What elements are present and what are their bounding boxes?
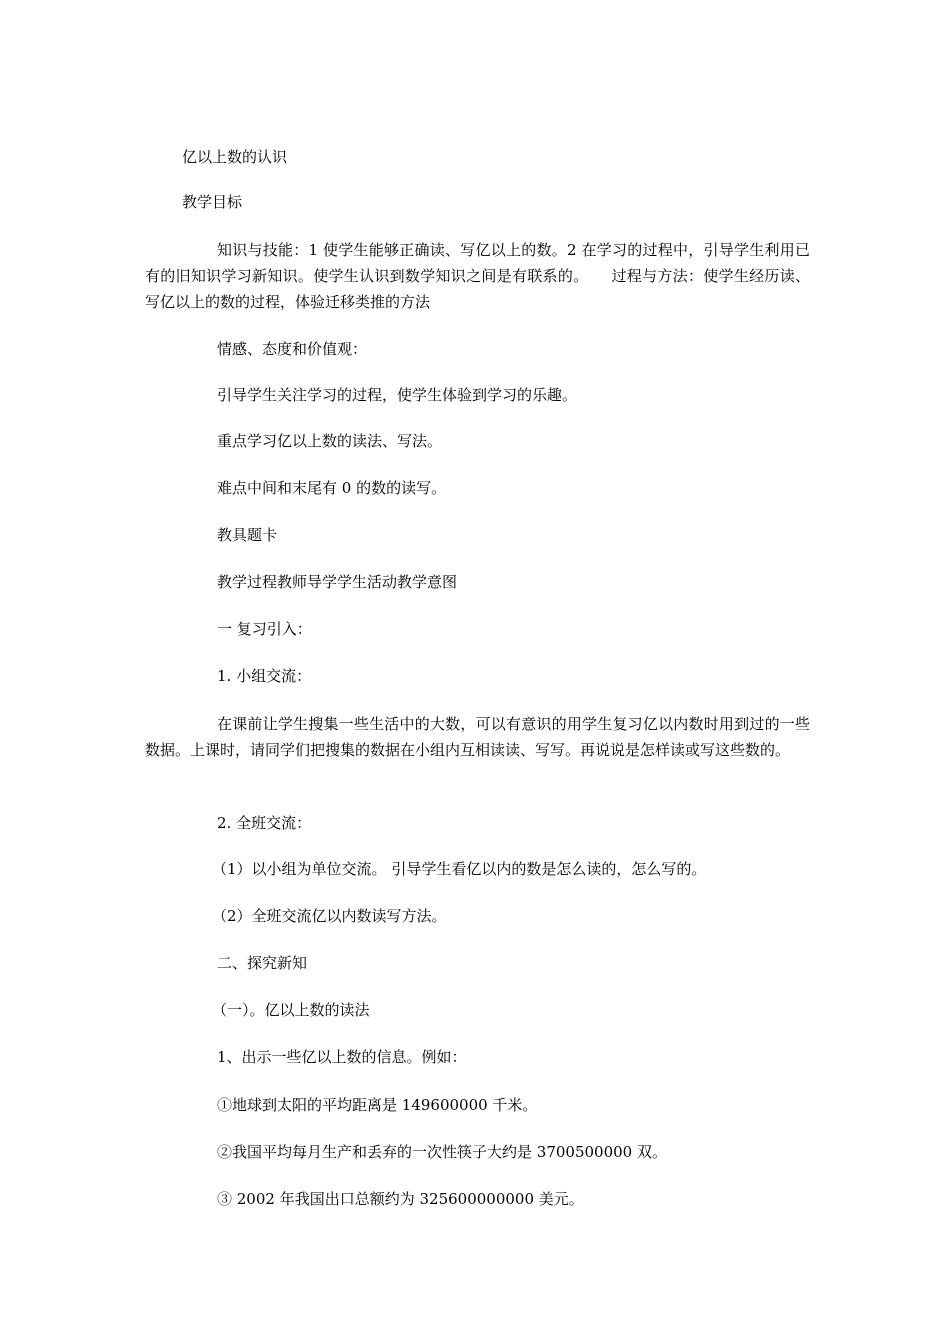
step-2-item-1: （1）以小组为单位交流。 引导学生看亿以内的数是怎么读的，怎么写的。 [212,860,707,878]
info-intro: 1、出示一些亿以上数的信息。例如： [217,1048,467,1066]
difficult-point: 难点中间和末尾有 0 的数的读写。 [217,479,447,497]
example-1: ①地球到太阳的平均距离是 149600000 千米。 [217,1096,538,1114]
emotion-text: 引导学生关注学习的过程，使学生体验到学习的乐趣。 [217,386,578,404]
step-2-item-2: （2）全班交流亿以内数读写方法。 [212,907,447,925]
example-2: ②我国平均每月生产和丢弃的一次性筷子大约是 3700500000 双。 [217,1143,667,1161]
process-header: 教学过程教师导学学生活动教学意图 [217,573,458,591]
emotion-heading: 情感、态度和价值观： [217,340,368,358]
teaching-aids: 教具题卡 [217,526,278,544]
step-1-heading: 1. 小组交流： [217,667,312,685]
page-title: 亿以上数的认识 [182,148,288,166]
key-point: 重点学习亿以上数的读法、写法。 [217,432,443,450]
section-two-heading: 二、探究新知 [217,954,308,972]
step-2-heading: 2. 全班交流： [217,814,312,832]
section-one-heading: 一 复习引入： [217,620,312,638]
subsection-one-heading: （一）。亿以上数的读法 [212,1001,370,1019]
knowledge-paragraph: 知识与技能：1 使学生能够正确读、写亿以上的数。2 在学习的过程中，引导学生利用已有的旧知识学习新知识。使学生认识到数学知识之间是有联系的。 过程与方法：使学生经历读、写亿以上的数的过程，体验迁移类推的方法 [145,241,810,311]
example-3: ③ 2002 年我国出口总额约为 325600000000 美元。 [217,1190,584,1208]
objectives-heading: 教学目标 [182,193,243,211]
step-1-paragraph: 在课前让学生搜集一些生活中的大数，可以有意识的用学生复习亿以内数时用到过的一些数据。上课时，请同学们把搜集的数据在小组内互相读读、写写。再说说是怎样读或写这些数的。 [145,715,810,759]
